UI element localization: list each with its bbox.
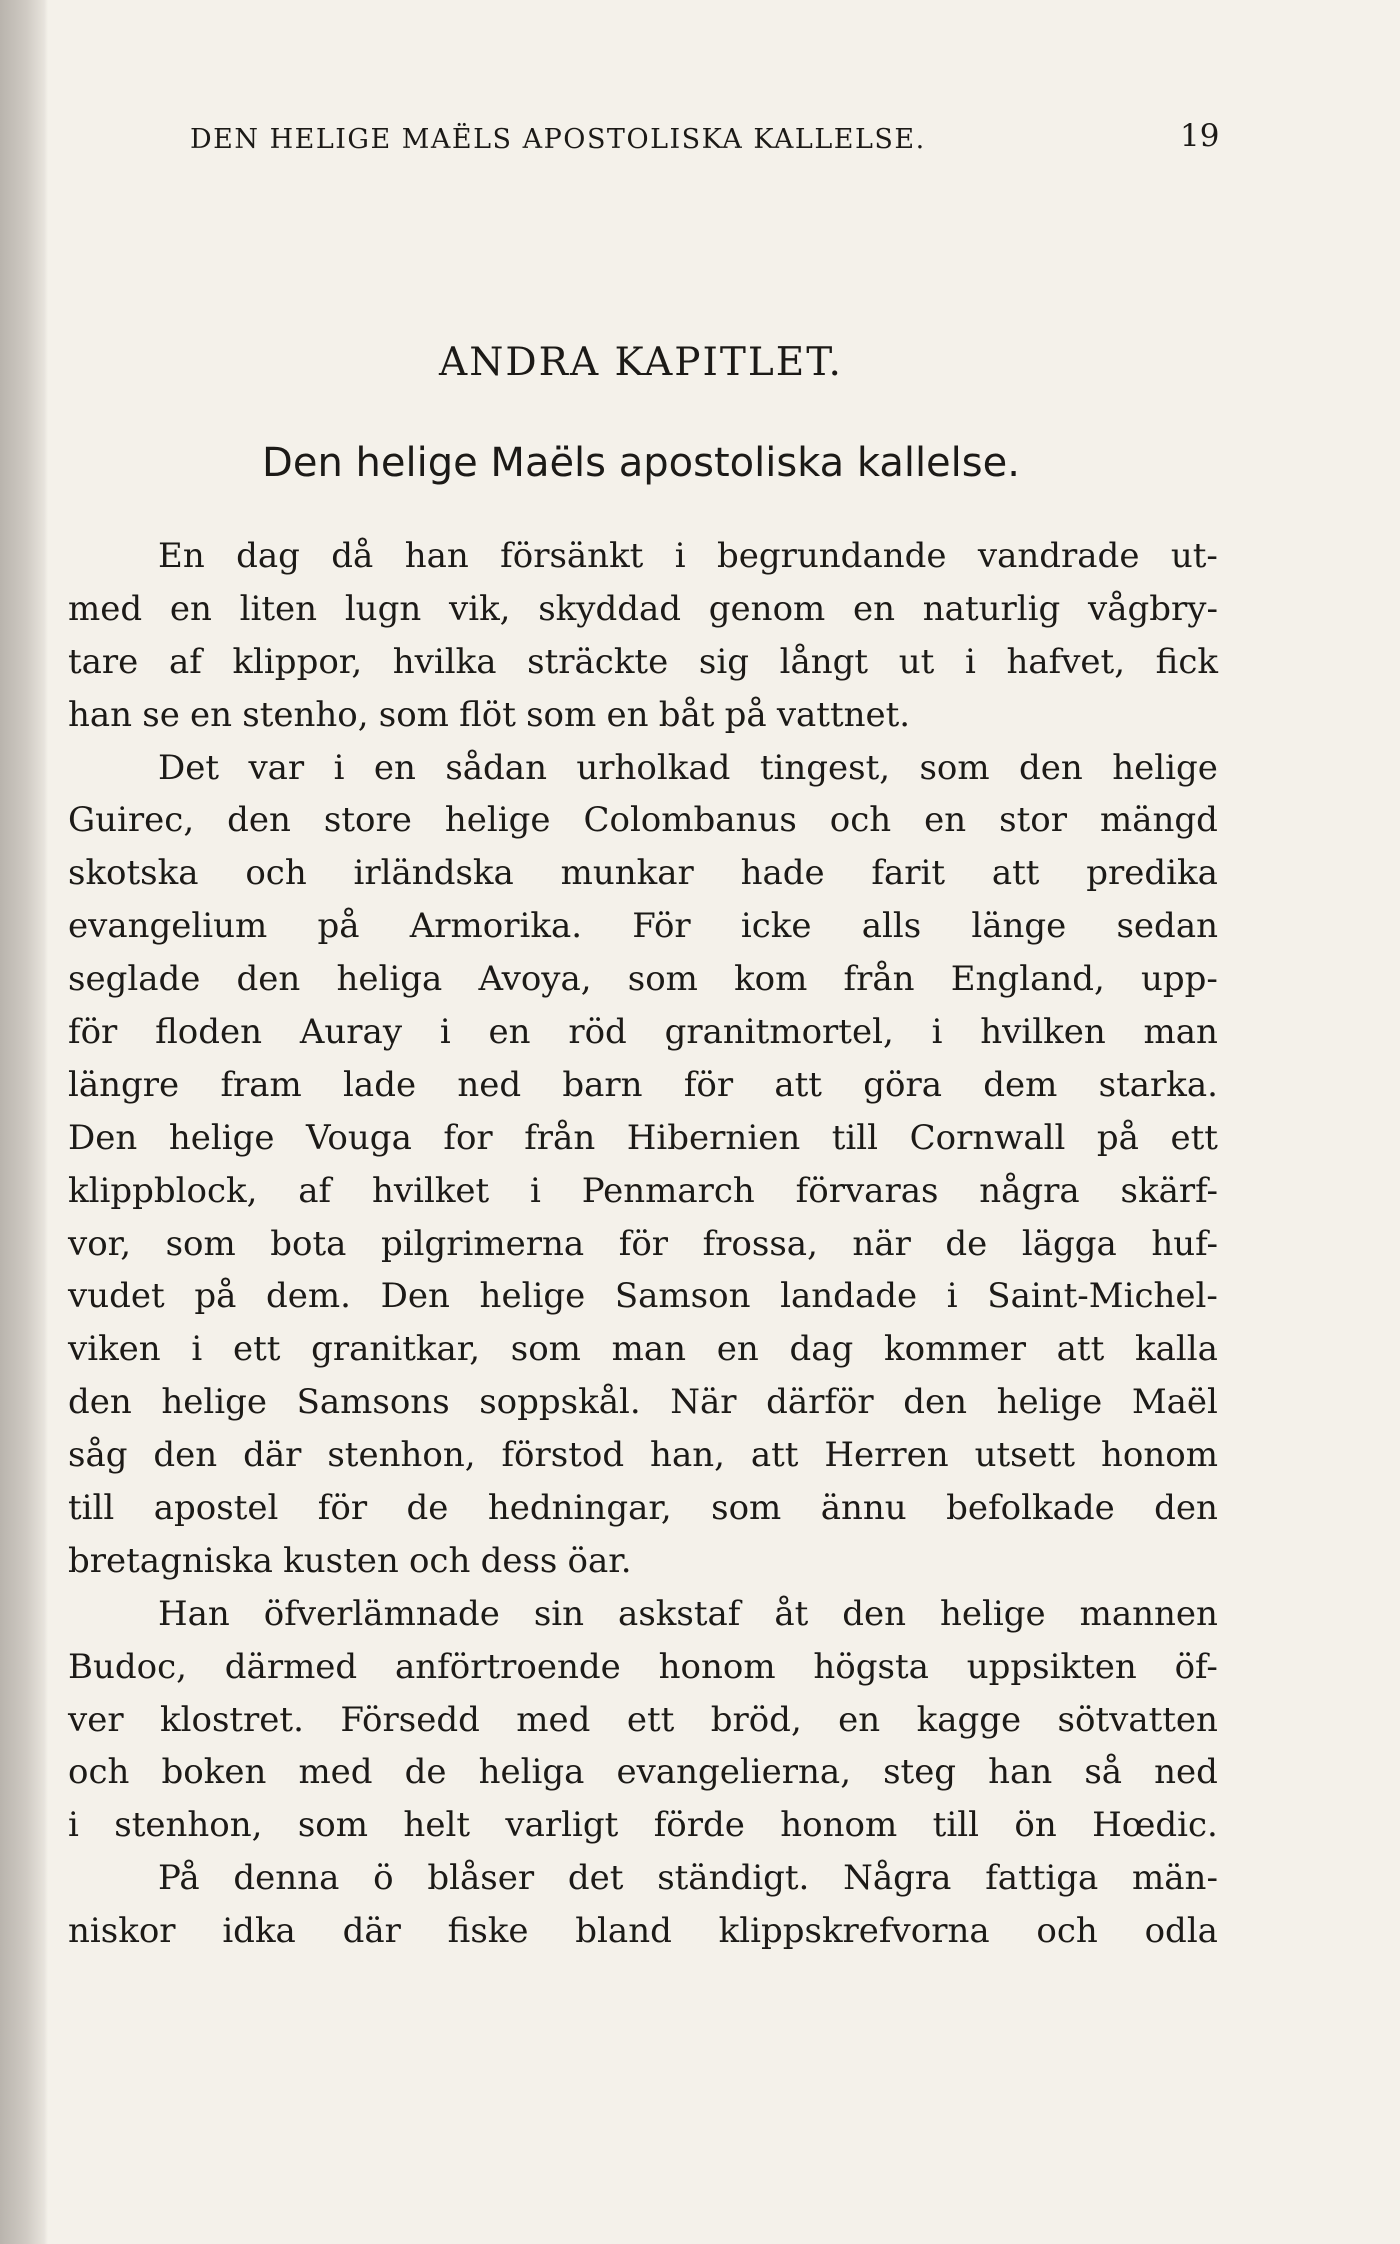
word: dag <box>789 1329 854 1370</box>
word: steg <box>883 1752 957 1793</box>
text-line <box>68 583 1218 636</box>
word: försänkt <box>500 536 644 576</box>
word: göra <box>863 1064 942 1105</box>
word: frossa, <box>702 1223 818 1264</box>
text-line <box>68 1323 1218 1376</box>
word: sig <box>698 641 749 682</box>
word: liten <box>239 588 318 629</box>
word: som <box>711 1488 782 1529</box>
word: ned <box>457 1064 522 1105</box>
word: store <box>323 800 412 841</box>
word: den <box>1154 1488 1218 1529</box>
word: och <box>408 1540 471 1581</box>
word: hvilket <box>371 1170 490 1211</box>
word: så <box>1084 1752 1123 1793</box>
word: hedningar, <box>487 1488 672 1529</box>
word: idka <box>222 1911 296 1952</box>
word: apostel <box>153 1488 279 1529</box>
word: evangelium <box>68 906 268 947</box>
word: där <box>243 1435 302 1476</box>
word: sådan <box>445 747 547 788</box>
word: tingest, <box>759 747 891 788</box>
word: farit <box>871 853 946 894</box>
word: bröd, <box>710 1699 802 1740</box>
word: helt <box>403 1805 470 1846</box>
word: det <box>567 1858 624 1899</box>
word: högsta <box>813 1646 929 1687</box>
word: England, <box>950 959 1105 1000</box>
word: ett <box>626 1699 675 1740</box>
text-line <box>68 953 1218 1006</box>
word: bland <box>575 1911 672 1952</box>
word: som <box>510 1329 581 1370</box>
word: i <box>333 747 345 788</box>
text-line <box>68 1376 1218 1429</box>
word: sin <box>533 1593 585 1634</box>
word: kalla <box>1134 1329 1218 1370</box>
word: som <box>297 1805 369 1846</box>
word: uppsikten <box>966 1646 1137 1687</box>
word: de <box>406 1488 449 1529</box>
word: och <box>1036 1911 1098 1952</box>
word: befolkade <box>946 1488 1115 1529</box>
word: ännu <box>820 1488 907 1529</box>
word: Hœdic. <box>1092 1805 1218 1846</box>
word: af <box>168 641 202 682</box>
word: floden <box>155 1012 263 1053</box>
word: helige <box>479 1276 586 1317</box>
word: han <box>404 536 469 576</box>
word: naturlig <box>922 588 1061 629</box>
word: Hibernien <box>626 1117 801 1158</box>
word: helige <box>1112 747 1218 788</box>
text-line <box>68 1641 1218 1694</box>
word: en <box>716 1329 759 1370</box>
word: odla <box>1144 1911 1218 1952</box>
text-line <box>68 1429 1218 1482</box>
word: Herren <box>824 1435 949 1476</box>
word: kommer <box>884 1329 1026 1370</box>
word: en <box>488 1012 531 1053</box>
word: därmed <box>224 1646 358 1687</box>
word: att <box>991 853 1040 894</box>
word: förde <box>653 1805 745 1846</box>
word: fiske <box>447 1911 529 1952</box>
word: den <box>68 1382 132 1423</box>
word: den <box>842 1593 907 1634</box>
word: Det <box>158 747 220 788</box>
word: den <box>227 800 291 841</box>
word: pilgrimerna <box>381 1223 585 1264</box>
word: som <box>526 694 597 735</box>
word: för <box>317 1488 368 1529</box>
word: öfverlämnade <box>263 1593 500 1634</box>
word: han, <box>650 1435 725 1476</box>
word: huf- <box>1151 1223 1218 1264</box>
word: mannen <box>1079 1593 1218 1634</box>
word: stenho, <box>242 694 369 735</box>
word: han <box>68 694 133 735</box>
word: denna <box>233 1858 340 1899</box>
text-line <box>68 1112 1218 1165</box>
word: Penmarch <box>581 1170 755 1211</box>
word: starka. <box>1098 1064 1218 1105</box>
text-line <box>68 1270 1218 1323</box>
word: helige <box>939 1593 1046 1634</box>
word: åt <box>774 1593 809 1634</box>
word: skyddad <box>538 588 682 629</box>
word: en <box>169 588 212 629</box>
word: den <box>903 1382 968 1423</box>
text-line <box>68 847 1218 900</box>
word: Budoc, <box>68 1646 187 1687</box>
word: en <box>924 800 967 841</box>
word: sötvatten <box>1057 1699 1218 1740</box>
word: där <box>342 1911 401 1952</box>
word: stenhon, <box>327 1435 476 1476</box>
word: landade <box>780 1276 918 1317</box>
word: ut <box>898 641 935 682</box>
page-number: 19 <box>1180 118 1220 154</box>
word: män- <box>1132 1858 1218 1899</box>
word: hafvet, <box>1006 641 1126 682</box>
word: hvilka <box>392 641 497 682</box>
word: se <box>142 694 180 735</box>
word: helige <box>996 1382 1103 1423</box>
word: niskor <box>68 1911 176 1952</box>
text-line <box>68 1694 1218 1747</box>
word: sträckte <box>527 641 669 682</box>
word: Maël <box>1131 1382 1218 1423</box>
word: längre <box>68 1064 180 1105</box>
text-line <box>68 1059 1218 1112</box>
word: öar. <box>567 1540 632 1581</box>
word: seglade <box>68 959 201 1000</box>
word: irländska <box>353 853 514 894</box>
text-line <box>68 1588 1218 1641</box>
word: som <box>919 747 990 788</box>
word: för <box>618 1223 669 1264</box>
word: fattiga <box>985 1858 1099 1899</box>
word: med <box>298 1752 373 1793</box>
word: långt <box>779 641 869 682</box>
word: vandrade <box>977 536 1140 576</box>
word: helige <box>161 1382 268 1423</box>
word: på <box>1096 1117 1139 1158</box>
word: Han <box>158 1593 230 1634</box>
word: och <box>245 853 307 894</box>
word: klippor, <box>232 641 363 682</box>
text-line <box>68 1852 1218 1905</box>
word: de <box>404 1752 447 1793</box>
text-line <box>68 1535 1218 1588</box>
word: ö <box>373 1858 394 1899</box>
word: förstod <box>501 1435 625 1476</box>
word: som <box>627 959 698 1000</box>
word: den <box>1019 747 1083 788</box>
word: klippblock, <box>68 1170 258 1211</box>
word: att <box>750 1435 799 1476</box>
word: och <box>829 800 892 841</box>
word: dag <box>236 536 300 576</box>
word: Samsons <box>296 1382 450 1423</box>
word: därför <box>766 1382 874 1423</box>
word: från <box>843 959 915 1000</box>
word: länge <box>971 906 1067 947</box>
running-head: DEN HELIGE MAËLS APOSTOLISKA KALLELSE. <box>190 124 926 155</box>
word: klippskrefvorna <box>718 1911 990 1952</box>
word: utsett <box>974 1435 1076 1476</box>
text-line <box>68 1006 1218 1059</box>
word: granitmortel, <box>664 1012 894 1053</box>
word: på <box>317 906 360 947</box>
text-line <box>68 1905 1218 1958</box>
word: bota <box>270 1223 347 1264</box>
word: Försedd <box>340 1699 480 1740</box>
word: röd <box>568 1012 627 1053</box>
text-line <box>68 742 1218 795</box>
word: heliga <box>336 959 443 1000</box>
word: sedan <box>1116 906 1218 947</box>
text-line <box>68 794 1218 847</box>
word: Cornwall <box>909 1117 1066 1158</box>
word: honom <box>780 1805 898 1846</box>
word: Den <box>380 1276 450 1317</box>
word: ut- <box>1170 536 1218 576</box>
word: Colombanus <box>583 800 797 841</box>
word: När <box>670 1382 737 1423</box>
text-line <box>68 900 1218 953</box>
word: hade <box>740 853 825 894</box>
word: mängd <box>1099 800 1218 841</box>
word: man <box>611 1329 687 1370</box>
word: Den <box>68 1117 138 1158</box>
word: hvilken <box>980 1012 1106 1053</box>
text-line <box>68 1165 1218 1218</box>
word: lade <box>343 1064 417 1105</box>
text-line <box>68 530 1218 583</box>
word: med <box>516 1699 591 1740</box>
word: de <box>945 1223 988 1264</box>
word: en <box>373 747 416 788</box>
word: att <box>1056 1329 1105 1370</box>
word: urholkad <box>576 747 731 788</box>
word: vågbry- <box>1088 588 1218 629</box>
word: af <box>298 1170 332 1211</box>
word: dem <box>983 1064 1058 1105</box>
word: i <box>191 1329 203 1370</box>
word: kom <box>734 959 808 1000</box>
word: fram <box>220 1064 302 1105</box>
word: i <box>964 641 976 682</box>
word: honom <box>658 1646 776 1687</box>
word: en <box>853 588 896 629</box>
word: att <box>774 1064 822 1105</box>
text-line <box>68 1799 1218 1852</box>
word: bretagniska <box>68 1540 273 1581</box>
word: skotska <box>68 853 199 894</box>
word: och <box>68 1752 130 1793</box>
word: på <box>724 694 767 735</box>
word: boken <box>161 1752 267 1793</box>
text-line <box>68 1746 1218 1799</box>
word: i <box>674 536 686 576</box>
word: den <box>153 1435 218 1476</box>
word: askstaf <box>618 1593 741 1634</box>
word: för <box>683 1064 734 1105</box>
word: Guirec, <box>68 800 195 841</box>
word: han <box>988 1752 1053 1793</box>
word: En <box>158 536 205 576</box>
word: Saint-Michel- <box>987 1276 1218 1317</box>
word: dem. <box>266 1276 351 1317</box>
word: helige <box>444 800 551 841</box>
word: munkar <box>560 853 694 894</box>
word: ett <box>232 1329 281 1370</box>
word: helige <box>168 1117 275 1158</box>
text-line <box>68 1482 1218 1535</box>
word: barn <box>562 1064 643 1105</box>
word: som <box>378 694 449 735</box>
word: soppskål. <box>479 1382 641 1423</box>
word: i <box>68 1805 79 1846</box>
word: förvaras <box>795 1170 939 1211</box>
chapter-title: ANDRA KAPITLET. <box>439 340 843 385</box>
word: tare <box>68 641 139 682</box>
word: båt <box>658 694 715 735</box>
word: kusten <box>283 1540 399 1581</box>
word: Samson <box>614 1276 751 1317</box>
word: dess <box>480 1540 558 1581</box>
word: när <box>852 1223 911 1264</box>
word: i <box>946 1276 958 1317</box>
word: heliga <box>478 1752 585 1793</box>
word: man <box>1143 1012 1218 1053</box>
word: med <box>68 588 143 629</box>
word: fick <box>1155 641 1218 682</box>
word: såg <box>68 1435 128 1476</box>
word: en <box>606 694 649 735</box>
text-line <box>68 636 1218 689</box>
word: ver <box>68 1699 124 1740</box>
word: icke <box>740 906 812 947</box>
word: vor, <box>68 1223 132 1264</box>
word: som <box>165 1223 236 1264</box>
word: då <box>331 536 374 576</box>
word: till <box>68 1488 115 1529</box>
word: blåser <box>427 1858 535 1899</box>
word: klostret. <box>160 1699 304 1740</box>
word: För <box>632 906 691 947</box>
word: begrundande <box>716 536 947 576</box>
word: öf- <box>1174 1646 1218 1687</box>
word: lugn <box>344 588 422 629</box>
word: i <box>530 1170 541 1211</box>
word: Vouga <box>306 1117 412 1158</box>
word: Auray <box>299 1012 403 1053</box>
word: lägga <box>1021 1223 1117 1264</box>
word: viken <box>68 1329 161 1370</box>
section-title: Den helige Maëls apostoliska kallelse. <box>262 440 1020 486</box>
word: vudet <box>68 1276 165 1317</box>
word: vik, <box>448 588 511 629</box>
word: kagge <box>916 1699 1022 1740</box>
word: anförtroende <box>395 1646 621 1687</box>
word: den <box>236 959 301 1000</box>
word: stenhon, <box>114 1805 263 1846</box>
text-line <box>68 1218 1218 1271</box>
body-text <box>68 530 1218 1958</box>
word: Några <box>843 1858 952 1899</box>
word: var <box>248 747 305 788</box>
word: ständigt. <box>657 1858 810 1899</box>
word: skärf- <box>1120 1170 1218 1211</box>
word: varligt <box>505 1805 619 1846</box>
word: for <box>443 1117 493 1158</box>
word: ön <box>1014 1805 1057 1846</box>
word: Avoya, <box>478 959 592 1000</box>
word: i <box>931 1012 943 1053</box>
word: en <box>838 1699 881 1740</box>
word: från <box>524 1117 596 1158</box>
word: vattnet. <box>776 694 911 735</box>
word: i <box>439 1012 451 1053</box>
word: evangelierna, <box>616 1752 851 1793</box>
word: till <box>831 1117 879 1158</box>
word: till <box>932 1805 979 1846</box>
word: upp- <box>1140 959 1218 1000</box>
word: en <box>190 694 233 735</box>
word: predika <box>1086 853 1218 894</box>
word: för <box>68 1012 118 1053</box>
word: Armorika. <box>409 906 583 947</box>
word: stor <box>999 800 1068 841</box>
word: flöt <box>459 694 516 735</box>
word: genom <box>708 588 826 629</box>
word: ett <box>1170 1117 1218 1158</box>
word: några <box>979 1170 1080 1211</box>
word: granitkar, <box>311 1329 481 1370</box>
word: På <box>158 1858 200 1899</box>
word: ned <box>1154 1752 1218 1793</box>
word: alls <box>861 906 922 947</box>
word: på <box>194 1276 237 1317</box>
text-line <box>68 689 1218 742</box>
word: honom <box>1100 1435 1218 1476</box>
